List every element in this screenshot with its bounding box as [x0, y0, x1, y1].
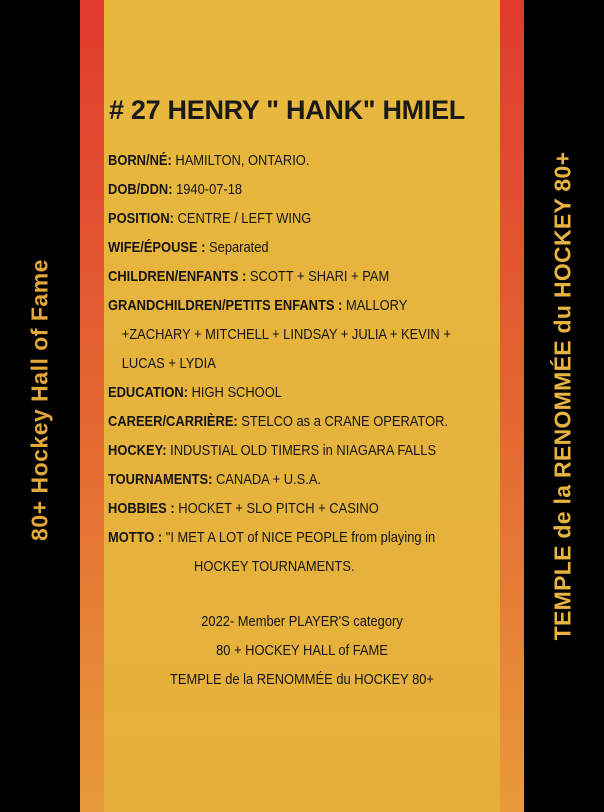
- motto-row: [108, 523, 445, 552]
- wife-row: [108, 233, 445, 262]
- grandchildren-line-3: LUCAS + LYDIA: [121, 355, 216, 372]
- career-row: [108, 407, 449, 436]
- grandchildren-row: [108, 291, 445, 320]
- field-value: 1940-07-18: [172, 181, 243, 198]
- field-value: HIGH SCHOOL: [188, 384, 282, 401]
- side-label-left: 80+ Hockey Hall of Fame: [26, 259, 53, 541]
- born-row: [108, 146, 445, 175]
- footer-line-3: TEMPLE de la RENOMMÉE du HOCKEY 80+: [170, 671, 434, 688]
- grandchildren-line-2: +ZACHARY + MITCHELL + LINDSAY + JULIA + KEVIN +: [121, 326, 451, 343]
- footer-line-2: 80 + HOCKEY HALL of FAME: [216, 642, 388, 659]
- field-label: WIFE/ÉPOUSE :: [108, 239, 206, 256]
- side-label-right: TEMPLE de la RENOMMÉE du HOCKEY 80+: [549, 151, 576, 641]
- hockey-row: [108, 436, 445, 465]
- field-value: MALLORY: [342, 297, 408, 314]
- field-label: EDUCATION:: [108, 384, 189, 401]
- footer-line-1: 2022- Member PLAYER'S category: [201, 613, 403, 630]
- field-value: INDUSTIAL OLD TIMERS in NIAGARA FALLS: [166, 442, 437, 459]
- player-title: # 27 HENRY " HANK" HMIEL: [109, 95, 465, 125]
- motto-line-2: HOCKEY TOURNAMENTS.: [194, 558, 355, 575]
- field-value: "I MET A LOT of NICE PEOPLE from playing in: [162, 529, 436, 546]
- field-label: CHILDREN/ENFANTS :: [108, 268, 247, 285]
- field-label: HOCKEY:: [108, 442, 167, 459]
- field-value: HAMILTON, ONTARIO.: [171, 152, 310, 169]
- field-label: HOBBIES :: [108, 500, 175, 517]
- left-accent-stripe: [80, 0, 104, 812]
- field-value: Separated: [205, 239, 269, 256]
- children-row: [108, 262, 445, 291]
- position-row: [108, 204, 445, 233]
- field-value: CANADA + U.S.A.: [212, 471, 322, 488]
- dob-row: [108, 175, 445, 204]
- footer: [104, 607, 500, 694]
- field-value: CENTRE / LEFT WING: [173, 210, 312, 227]
- field-label: POSITION:: [108, 210, 174, 227]
- right-accent-stripe: [500, 0, 524, 812]
- tournaments-row: [108, 465, 445, 494]
- field-label: BORN/NÉ:: [108, 152, 172, 169]
- player-details: [108, 146, 500, 581]
- field-label: DOB/DDN:: [108, 181, 173, 198]
- field-label: GRANDCHILDREN/PETITS ENFANTS :: [108, 297, 343, 314]
- field-label: MOTTO :: [108, 529, 163, 546]
- hobbies-row: [108, 494, 445, 523]
- field-value: SCOTT + SHARI + PAM: [246, 268, 390, 285]
- education-row: [108, 378, 445, 407]
- field-value: STELCO as a CRANE OPERATOR.: [237, 413, 449, 430]
- field-value: HOCKET + SLO PITCH + CASINO: [174, 500, 379, 517]
- field-label: TOURNAMENTS:: [108, 471, 213, 488]
- field-label: CAREER/CARRIÈRE:: [108, 413, 238, 430]
